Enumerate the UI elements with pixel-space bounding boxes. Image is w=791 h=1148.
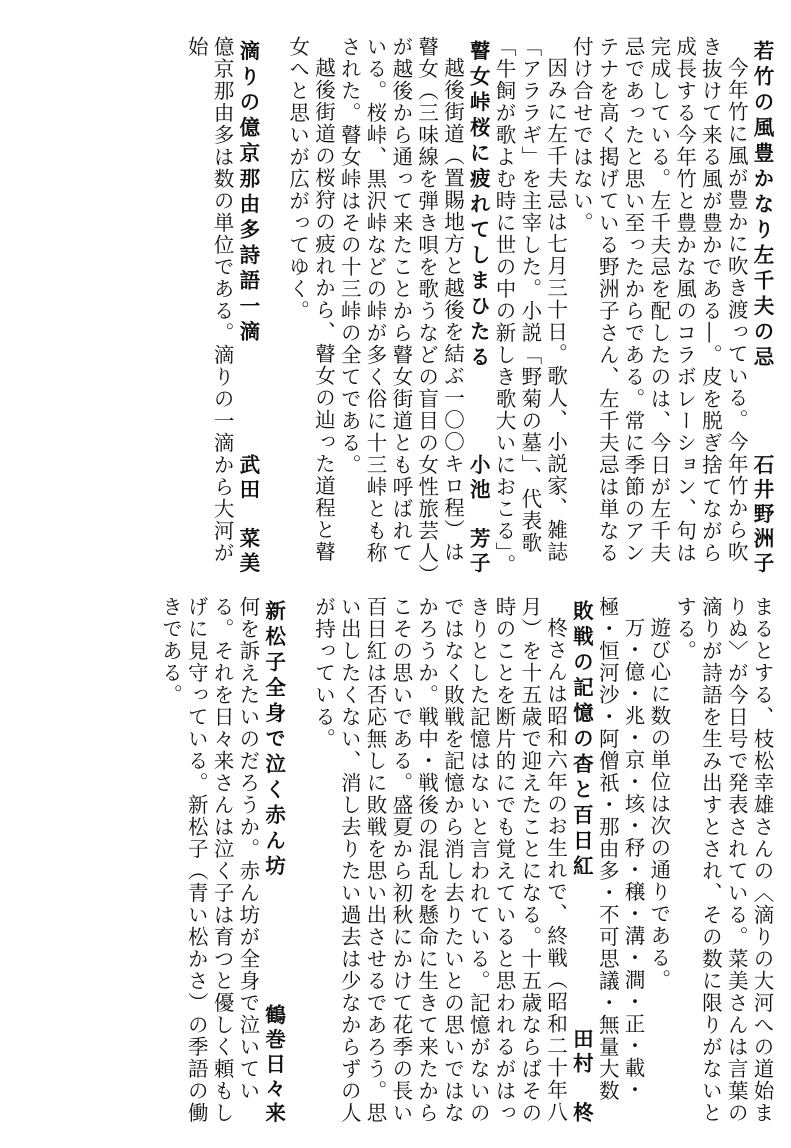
haiku-author: 石井野洲子	[750, 453, 774, 576]
essay-goze	[284, 36, 490, 576]
commentary-paragraph: 因みに左千夫忌は七月三十日。歌人、小説家、雑誌「アララギ」を主宰した。小説「野菊の墓」、代表歌「牛飼が歌よむ時に世の中の新しき歌大いにおこる」。	[492, 36, 568, 576]
haiku-author: 鶴巻日々来	[261, 1003, 286, 1126]
haiku-author: 武田 菜美	[235, 453, 260, 576]
commentary-paragraph: 越後街道（置賜地方と越後を結ぶ一〇〇キロ程）は瞽女（三味線を弾き唄を歌うなどの盲目の女性旅芸人）が越後から通って来たことから瞽女街道とも呼ばれている。桜峠、黒沢峠などの峠が多く俗に十三峠とも称された。瞽女峠はその十三峠の全てである。	[337, 36, 465, 576]
commentary-paragraph: 柊さんは昭和六年のお生れで、終戦（昭和二十年八月）を十五歳で迎えたことになる。十五歳ならばその時のことを断片的にでも覚えていると思われるがはっきりとした記憶はないと言われている。記憶がないのではなく敗戦を記憶から消し去りたいとの思いではなかろうか。戦中・戦後の混乱を懸命に生きて来たからこその思いである。盛夏から初秋にかけて花季の長い百日紅は否応無しに敗戦を思い出させるであろう。思い出したくない、消し去りたい過去は少なからずの人が持っている。	[311, 596, 568, 1124]
haiku-title-row	[234, 36, 260, 576]
haiku-title-row	[568, 596, 594, 1126]
essay-shizuku-continued	[593, 596, 774, 1126]
commentary-paragraph: 何を訴えたいのだろうか。赤ん坊が全身で泣いている。それを日々来さんは泣く子は育つと優しく頼もしげに見守っている。新松子（青い松かさ）の季語の働きである。	[158, 596, 260, 1124]
haiku-author: 小池 芳子	[466, 453, 491, 576]
essay-shizuku	[182, 36, 259, 576]
haiku-title-row	[260, 596, 286, 1126]
commentary-paragraph: 今年竹に風が豊かに吹き渡っている。今年竹から吹き抜けて来る風が豊かである―。皮を脱ぎ捨てながら成長する今年竹と豊かな風のコラボレーション、句は完成している。左千夫忌を配したのは、今日が左千夫忌であったと思い至ったからである。常に季節のアンテナを高く掲げている野洲子さん、左千夫忌は単なる付け合せではない。	[569, 36, 749, 564]
commentary-paragraph: 億京那由多は数の単位である。滴りの一滴から大河が始	[184, 36, 235, 564]
number-units-intro: 遊び心に数の単位は次の通りである。	[646, 616, 671, 991]
bottom-columns	[34, 596, 774, 1126]
haiku-author: 田村 柊	[569, 1028, 594, 1126]
commentary-paragraph: 越後街道の桜狩の疲れから、瞽女の辿った道程と瞽女へと思いが広がってゆく。	[285, 36, 336, 563]
haiku-title-row	[464, 36, 490, 576]
haiku-title: 新松子全身で泣く赤ん坊	[261, 600, 286, 881]
top-columns	[34, 36, 774, 576]
haiku-title: 滴りの億京那由多詩語一滴	[235, 40, 260, 346]
haiku-title: 敗戦の記憶の杳と百日紅	[569, 600, 594, 881]
number-units-list: 万・億・兆・京・垓・𥝱・穣・溝・澗・正・載・極・恒河沙・阿僧祇・那由多・不可思議・無量大数	[595, 596, 646, 1102]
haiku-title: 瞽女峠桜に疲れてしまひたる	[466, 40, 491, 372]
haiku-title: 若竹の風豊かなり左千夫の忌	[750, 40, 774, 372]
haiku-title-row	[748, 36, 774, 576]
essay-haisen	[310, 596, 594, 1126]
essay-wakatake	[490, 36, 774, 576]
essay-shinmatsu	[157, 596, 286, 1126]
top-section	[34, 36, 774, 576]
bottom-section	[34, 596, 774, 1126]
commentary-paragraph: まるとする、枝松幸雄さんの〈滴りの大河への道始まりぬ〉が今日号で発表されている。菜美さんは言葉の滴りが詩語を生み出すとされ、その数に限りがないとする。	[672, 596, 774, 1124]
